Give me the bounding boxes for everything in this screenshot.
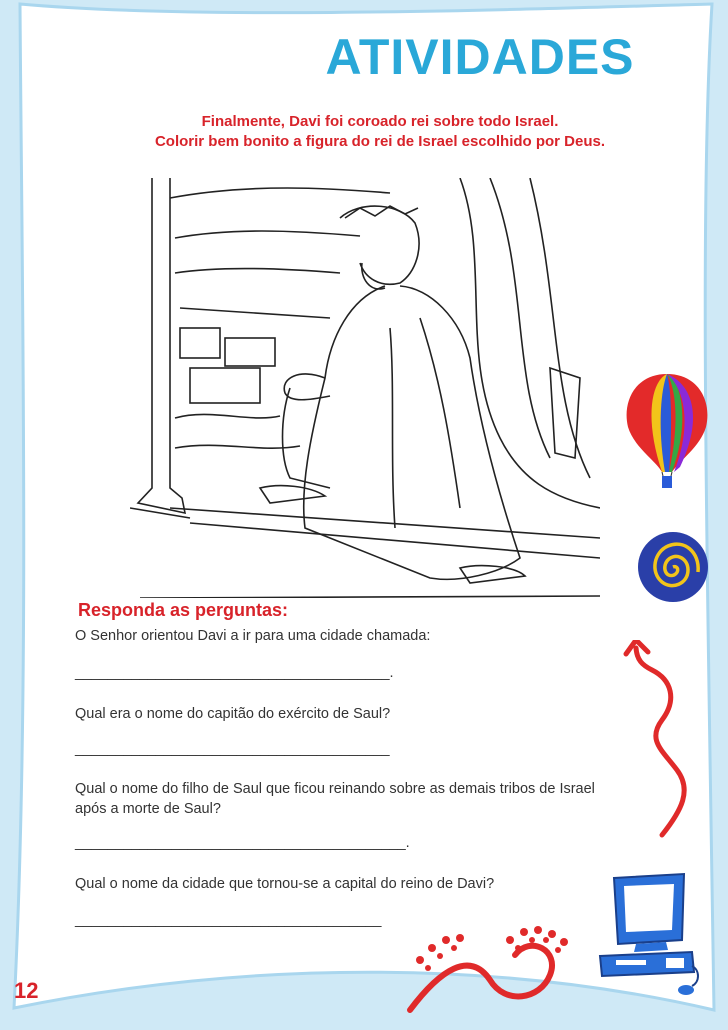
computer-icon (596, 870, 706, 1000)
answer-line-2[interactable]: _______________________________________ (75, 741, 390, 757)
hot-air-balloon-icon (620, 372, 715, 497)
instruction-line-2: Colorir bem bonito a figura do rei de Israel escolhido por Deus. (154, 133, 606, 150)
questions-heading: Responda as perguntas: (78, 600, 289, 620)
arrow-squiggle-icon (622, 640, 702, 840)
question-1: O Senhor orientou Davi a ir para uma cidade chamada: (75, 628, 431, 644)
question-3: Qual o nome do filho de Saul que ficou reinando sobre as demais tribos de Israel após a morte de Saul? (75, 781, 595, 817)
question-2: Qual era o nome do capitão do exército de Saul? (75, 706, 391, 722)
answer-line-1[interactable]: _______________________________________. (75, 665, 394, 681)
question-4: Qual o nome da cidade que tornou-se a capital do reino de Davi? (75, 876, 495, 892)
answer-line-4[interactable]: ______________________________________ (75, 912, 382, 928)
king-david-coloring-image (130, 178, 600, 598)
instruction-line-1: Finalmente, Davi foi coroado rei sobre todo Israel. (201, 113, 559, 130)
swirl-decoration-icon (400, 920, 580, 1020)
page-number: 12 (14, 978, 39, 1003)
page-title: ATIVIDADES (325, 29, 635, 85)
answer-line-3[interactable]: _________________________________________. (75, 835, 410, 851)
spiral-icon (636, 530, 711, 605)
